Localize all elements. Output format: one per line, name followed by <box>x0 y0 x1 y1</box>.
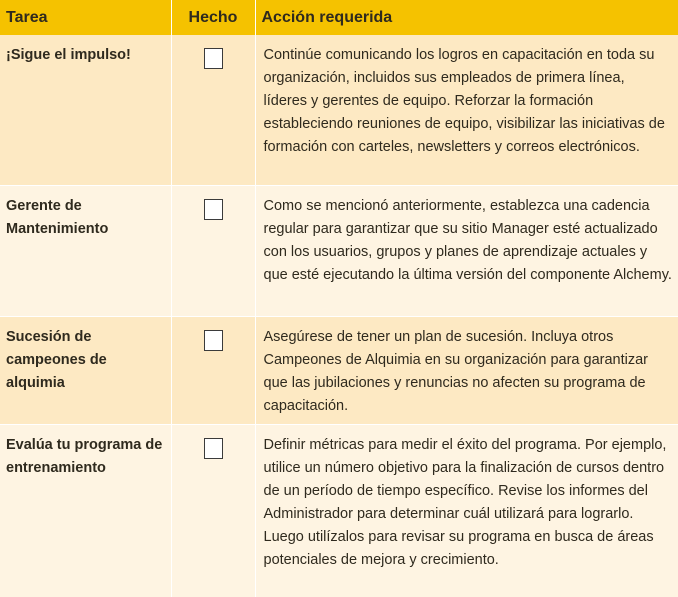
header-task: Tarea <box>0 0 171 35</box>
done-cell <box>171 35 255 185</box>
table-row <box>0 35 678 185</box>
done-cell <box>171 185 255 316</box>
done-checkbox[interactable] <box>204 438 223 459</box>
done-checkbox[interactable] <box>204 199 223 220</box>
table-row <box>0 424 678 597</box>
done-checkbox[interactable] <box>204 48 223 69</box>
table-row <box>0 316 678 424</box>
done-checkbox[interactable] <box>204 330 223 351</box>
table-header-row <box>0 0 678 35</box>
action-cell: Asegúrese de tener un plan de sucesión. Incluya otros Campeones de Alquimia en su organización para garantizar que las jubilaciones y renuncias no afecten su programa de capacitación. <box>255 316 678 424</box>
action-cell: Como se mencionó anteriormente, establezca una cadencia regular para garantizar que su sitio Manager esté actualizado con los usuarios, grupos y planes de aprendizaje actuales y que esté ejecutando la última versión del componente Alchemy. <box>255 185 678 316</box>
header-done: Hecho <box>171 0 255 35</box>
task-cell: Gerente de Mantenimiento <box>0 185 171 316</box>
header-action: Acción requerida <box>261 8 393 26</box>
task-cell: Sucesión de campeones de alquimia <box>0 316 171 424</box>
done-cell <box>171 316 255 424</box>
task-cell: Evalúa tu programa de entrenamiento <box>0 424 171 597</box>
done-cell <box>171 424 255 597</box>
table-row <box>0 185 678 316</box>
action-cell: Definir métricas para medir el éxito del programa. Por ejemplo, utilice un número objetivo para la finalización de cursos dentro de un período de tiempo específico. Revise los informes del Administrador para determinar cuál utilizará para lograrlo. Luego utilízalos para revisar su programa en busca de áreas potenciales de mejora y crecimiento. <box>255 424 678 597</box>
task-cell: ¡Sigue el impulso! <box>0 35 171 185</box>
action-cell: Continúe comunicando los logros en capacitación en toda su organización, incluidos sus empleados de primera línea, líderes y gerentes de equipo. Reforzar la formación estableciendo reuniones de equipo, visibilizar las iniciativas de formación con carteles, newsletters y correos electrónicos. <box>255 35 678 185</box>
